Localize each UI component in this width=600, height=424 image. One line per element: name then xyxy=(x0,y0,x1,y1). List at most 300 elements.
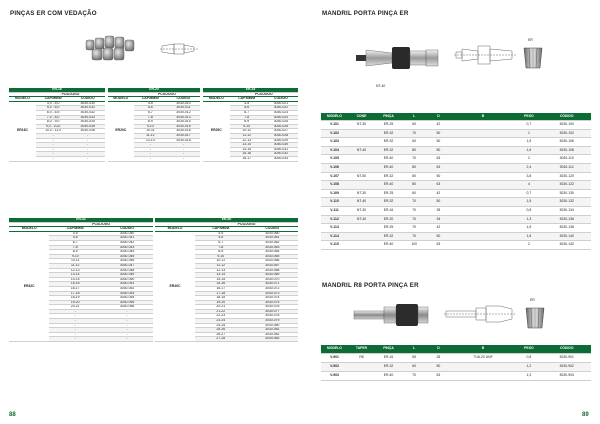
spec-cell: 1,6 xyxy=(515,232,542,241)
spec-cell: V-901 xyxy=(321,354,348,363)
capacity-cell: 20-21 xyxy=(195,305,246,310)
spec-cell: ER-32 xyxy=(375,198,402,207)
capacity-cell: 4-5 xyxy=(195,231,246,236)
capacity-cell: 18-19 xyxy=(195,296,246,301)
code-cell: 3030-022 xyxy=(264,106,298,111)
spec-cell: 1,5 xyxy=(515,198,542,207)
capacity-cell: 12-13 xyxy=(195,268,246,273)
code-header: CÓDIGO xyxy=(247,227,299,232)
table-row xyxy=(321,354,591,363)
capacity-cell: 4-5 xyxy=(230,101,264,106)
table-row xyxy=(321,232,591,241)
capacity-cell: - xyxy=(134,156,167,161)
capacity-cell: 8-9 xyxy=(49,250,101,255)
spec-cell: NT-30 xyxy=(348,189,375,198)
spec-cell: 3030-136 xyxy=(542,215,591,224)
collet-table-er40 xyxy=(155,218,298,342)
code-cell: 3030-066 xyxy=(247,259,299,264)
capacity-header: CAP.MM/Ø xyxy=(195,227,246,232)
spec-cell xyxy=(348,363,375,372)
capacity-cell: 23-24 xyxy=(195,319,246,324)
column-header: CÓDIGO xyxy=(542,113,591,121)
table-row xyxy=(321,121,591,130)
spec-cell: ER-40 xyxy=(375,241,402,250)
capacity-cell: 19-20 xyxy=(49,300,101,305)
er-label-top: ER xyxy=(528,38,533,42)
code-cell: 3030-024 xyxy=(264,115,298,120)
spec-cell xyxy=(348,155,375,164)
spec-cell: 50 xyxy=(426,232,450,241)
code-cell: 3030-034 xyxy=(70,120,105,125)
capacity-cell: - xyxy=(49,332,101,337)
spec-cell: ER-25 xyxy=(375,224,402,233)
code-cell: 3030-033 xyxy=(264,156,298,161)
spec-cell: NT-30 xyxy=(348,206,375,215)
capacity-cell: - xyxy=(49,328,101,333)
spec-cell xyxy=(451,163,516,172)
spec-cell: 2,4 xyxy=(515,163,542,172)
mandril-table xyxy=(321,113,591,250)
capacity-cell: 10-11 xyxy=(195,259,246,264)
capacity-cell: 10-11 xyxy=(230,129,264,134)
spec-cell: 42 xyxy=(426,189,450,198)
code-header: CÓDIGO xyxy=(167,97,200,102)
spec-cell: 1,5 xyxy=(515,138,542,147)
column-header: PINÇA xyxy=(375,345,402,354)
code-cell: - xyxy=(167,152,200,157)
capacity-header: CAP.MM/Ø xyxy=(49,227,101,232)
spec-cell: 3030-120 xyxy=(542,172,591,181)
pcs-header: PCS/JOGO xyxy=(49,222,153,227)
spec-cell: 50 xyxy=(426,129,450,138)
table-row xyxy=(321,181,591,190)
code-cell: 3030-060 xyxy=(247,231,299,236)
code-cell: - xyxy=(70,156,105,161)
spec-cell: 3030-130 xyxy=(542,189,591,198)
spec-cell: NT-50 xyxy=(348,172,375,181)
collets-illustration xyxy=(84,32,142,62)
spec-cell xyxy=(451,224,516,233)
capacity-cell: 12-13 xyxy=(49,268,101,273)
model-header: MODELO xyxy=(9,97,36,102)
model-header: MODELO xyxy=(155,227,195,232)
code-header: CÓDIGO xyxy=(101,227,153,232)
spec-cell: ER-32 xyxy=(375,172,402,181)
code-header: CÓDIGO xyxy=(70,97,105,102)
capacity-header: CAP.MM/Ø xyxy=(36,97,71,102)
code-cell: - xyxy=(167,143,200,148)
code-cell: 3030-063 xyxy=(247,245,299,250)
capacity-cell: 10,0 - 11,0 xyxy=(36,129,71,134)
spec-cell: 50 xyxy=(426,172,450,181)
code-cell: 3030-049 xyxy=(101,273,153,278)
capacity-cell: 14-15 xyxy=(230,147,264,152)
code-cell: 3030-050 xyxy=(101,277,153,282)
spec-cell: V-114 xyxy=(321,232,348,241)
capacity-cell: 13-14 xyxy=(49,273,101,278)
code-cell: 3030-075 xyxy=(247,300,299,305)
code-cell: - xyxy=(101,332,153,337)
code-cell: 3030-061 xyxy=(247,236,299,241)
spec-cell: ER-25 xyxy=(375,121,402,130)
spec-cell xyxy=(348,181,375,190)
model-cell: ER32C xyxy=(9,231,49,341)
spec-cell: V-103 xyxy=(321,138,348,147)
capacity-cell: - xyxy=(49,309,101,314)
spec-cell: 3030-102 xyxy=(542,129,591,138)
capacity-cell: - xyxy=(134,147,167,152)
code-cell: 3030-023 xyxy=(264,110,298,115)
spec-cell: 60 xyxy=(402,138,426,147)
code-cell: 3030-078 xyxy=(247,314,299,319)
spec-cell: ER-25 xyxy=(375,189,402,198)
spec-cell xyxy=(348,163,375,172)
capacity-cell: 5-6 xyxy=(49,236,101,241)
spec-cell: V-106 xyxy=(321,163,348,172)
table-row xyxy=(321,215,591,224)
spec-cell: R8 xyxy=(348,354,375,363)
table-row xyxy=(321,172,591,181)
spec-cell: ER-40 xyxy=(375,372,402,381)
code-cell: 3030-026 xyxy=(264,124,298,129)
spec-cell: 4 xyxy=(515,181,542,190)
code-cell: 3030-043 xyxy=(101,245,153,250)
model-cell: ER16C xyxy=(9,101,36,161)
spec-cell: 42 xyxy=(426,121,450,130)
spec-cell: 0,7 xyxy=(515,189,542,198)
spec-cell: 63 xyxy=(426,181,450,190)
table-row xyxy=(321,363,591,372)
spec-cell xyxy=(348,372,375,381)
capacity-cell: - xyxy=(36,138,71,143)
spec-cell: V-115 xyxy=(321,241,348,250)
spec-cell: 80 xyxy=(402,172,426,181)
code-cell: 3030-021 xyxy=(264,101,298,106)
spec-cell: 1,3 xyxy=(515,372,542,381)
er-collet-photo-bottom xyxy=(524,305,546,331)
spec-cell: 50 xyxy=(426,363,450,372)
spec-cell xyxy=(451,372,516,381)
code-cell: 3030-047 xyxy=(101,263,153,268)
capacity-cell: 8,0 - 9,0 xyxy=(36,120,71,125)
spec-cell: NT-40 xyxy=(348,198,375,207)
spec-cell: ER-40 xyxy=(375,155,402,164)
capacity-cell: 4,0 - 5,0 xyxy=(36,101,71,106)
code-cell: 3030-027 xyxy=(264,129,298,134)
table-row xyxy=(321,129,591,138)
collet-line-drawing xyxy=(160,40,198,58)
capacity-cell: 16-17 xyxy=(230,156,264,161)
spec-cell: V-903 xyxy=(321,372,348,381)
code-cell: 3030-065 xyxy=(247,254,299,259)
spec-cell: 28 xyxy=(426,354,450,363)
right-page-title: MANDRIL PORTA PINÇA ER xyxy=(322,10,409,17)
code-cell: 3030-044 xyxy=(101,250,153,255)
spec-cell: 3030-100 xyxy=(542,121,591,130)
r8-title: MANDRIL R8 PORTA PINÇA ER xyxy=(322,282,419,289)
spec-cell: 0,7 xyxy=(515,121,542,130)
capacity-cell: - xyxy=(36,133,71,138)
spec-cell: 63 xyxy=(426,155,450,164)
capacity-cell: - xyxy=(49,319,101,324)
capacity-cell: 17-18 xyxy=(195,291,246,296)
r8-line-drawing xyxy=(444,302,516,326)
code-cell: 3030-029 xyxy=(264,138,298,143)
spec-cell: 100 xyxy=(402,241,426,250)
capacity-cell: 11-12 xyxy=(195,263,246,268)
r8-mandril-table xyxy=(321,345,591,381)
capacity-cell: 14-15 xyxy=(49,277,101,282)
capacity-cell: 10-11 xyxy=(49,259,101,264)
spec-cell: 70 xyxy=(402,198,426,207)
er-label-bottom: ER xyxy=(530,298,535,302)
capacity-cell: - xyxy=(49,314,101,319)
code-cell: - xyxy=(101,314,153,319)
code-cell: 3030-077 xyxy=(247,309,299,314)
capacity-cell: 9-10 xyxy=(134,124,167,129)
er-collet-illustration-2 xyxy=(524,305,546,331)
capacity-cell: 13-14 xyxy=(230,143,264,148)
r8-mandril-illustration xyxy=(352,298,432,332)
spec-cell: ER-16 xyxy=(375,206,402,215)
spec-cell: 3030-132 xyxy=(542,198,591,207)
table-row xyxy=(321,189,591,198)
spec-cell: ER-40 xyxy=(375,181,402,190)
spec-cell xyxy=(451,172,516,181)
code-cell: 3030-080 xyxy=(247,323,299,328)
collet-table-er32 xyxy=(9,218,153,342)
code-cell: 3030-054 xyxy=(101,296,153,301)
column-header: PINÇA xyxy=(375,113,402,121)
capacity-cell: 5-6 xyxy=(134,106,167,111)
capacity-cell: 5-6 xyxy=(195,236,246,241)
capacity-cell: 9-10 xyxy=(230,124,264,129)
code-cell: 3030-030 xyxy=(264,143,298,148)
capacity-cell: 8-9 xyxy=(134,120,167,125)
spec-cell: 50 xyxy=(426,198,450,207)
code-cell: 3030-067 xyxy=(247,263,299,268)
spec-cell xyxy=(348,224,375,233)
spec-cell: ER-32 xyxy=(375,363,402,372)
code-cell: 3030-032 xyxy=(70,110,105,115)
table-title: ER-25 xyxy=(203,88,298,92)
code-cell: 3030-062 xyxy=(247,240,299,245)
spec-cell: ER-32 xyxy=(375,232,402,241)
table-title: ER-20 xyxy=(108,88,200,92)
code-cell: 3030-012 xyxy=(167,110,200,115)
spec-cell: V-105 xyxy=(321,155,348,164)
code-cell: 3030-017 xyxy=(167,133,200,138)
spec-cell: ER-32 xyxy=(375,138,402,147)
spec-cell: 1,5 xyxy=(515,224,542,233)
column-header: D xyxy=(426,113,450,121)
spec-cell: V-104 xyxy=(321,146,348,155)
capacity-cell: 17-18 xyxy=(49,291,101,296)
capacity-cell: 15-16 xyxy=(49,282,101,287)
r8-mandril-drawing xyxy=(444,302,516,326)
code-cell: 3030-040 xyxy=(101,231,153,236)
code-cell: 3030-052 xyxy=(101,286,153,291)
spec-cell: 70 xyxy=(402,215,426,224)
capacity-cell: 7-8 xyxy=(134,115,167,120)
capacity-cell: - xyxy=(36,152,71,157)
code-cell: 3030-071 xyxy=(247,282,299,287)
spec-cell: 3030-140 xyxy=(542,232,591,241)
spec-cell: 60 xyxy=(402,189,426,198)
table-row xyxy=(321,155,591,164)
spec-cell: 3030-106 xyxy=(542,138,591,147)
capacity-cell: 4-5 xyxy=(134,101,167,106)
code-cell: 3030-081 xyxy=(247,328,299,333)
code-cell: 3030-051 xyxy=(101,282,153,287)
code-cell: 3030-028 xyxy=(264,133,298,138)
capacity-cell: - xyxy=(36,143,71,148)
r8-mandril-photo xyxy=(352,298,432,332)
column-header: MODELO xyxy=(321,113,348,121)
spec-cell: V-108 xyxy=(321,181,348,190)
code-cell: - xyxy=(70,152,105,157)
capacity-cell: 7,0 - 8,0 xyxy=(36,115,71,120)
collet-table-er16 xyxy=(9,88,105,162)
code-cell: - xyxy=(70,133,105,138)
table-row xyxy=(321,206,591,215)
capacity-cell: - xyxy=(134,152,167,157)
code-cell: 3030-030 xyxy=(70,101,105,106)
spec-cell xyxy=(451,189,516,198)
capacity-cell: - xyxy=(36,156,71,161)
code-cell: 3030-048 xyxy=(101,268,153,273)
pcs-header: PCS/JOGO xyxy=(230,92,298,97)
code-cell: - xyxy=(101,328,153,333)
code-header: CÓDIGO xyxy=(264,97,298,102)
spec-cell: 3030-108 xyxy=(542,146,591,155)
spec-cell: 1,3 xyxy=(515,215,542,224)
spec-cell: 3030-112 xyxy=(542,163,591,172)
spec-cell xyxy=(348,241,375,250)
left-page-number: 88 xyxy=(9,412,16,418)
model-cell: ER40C xyxy=(155,231,195,341)
capacity-cell: 6-7 xyxy=(49,240,101,245)
column-header: TAPER xyxy=(348,345,375,354)
spec-cell: 2 xyxy=(515,241,542,250)
spec-cell: V-112 xyxy=(321,215,348,224)
capacity-cell: 5-6 xyxy=(230,106,264,111)
column-header: PESO xyxy=(515,113,542,121)
spec-cell: 3030-142 xyxy=(542,241,591,250)
spec-cell xyxy=(451,121,516,130)
capacity-cell: 9-10 xyxy=(195,254,246,259)
table-row xyxy=(321,198,591,207)
column-header: CÓDIGO xyxy=(542,345,591,354)
table-row xyxy=(321,146,591,155)
spec-cell: V-111 xyxy=(321,206,348,215)
capacity-cell: 11-12 xyxy=(134,133,167,138)
capacity-cell: 10-11 xyxy=(134,129,167,134)
spec-cell: 80 xyxy=(402,181,426,190)
spec-cell xyxy=(451,181,516,190)
model-cell: ER20C xyxy=(108,101,134,161)
capacity-header: CAP.MM/Ø xyxy=(230,97,264,102)
capacity-cell: 14-15 xyxy=(195,277,246,282)
spec-cell: 1,2 xyxy=(515,363,542,372)
spec-cell: 3030-902 xyxy=(542,363,591,372)
spec-cell: 3030-110 xyxy=(542,155,591,164)
code-cell: 3030-025 xyxy=(264,120,298,125)
capacity-cell: 8-9 xyxy=(195,250,246,255)
code-cell: 3030-082 xyxy=(247,332,299,337)
code-cell: 3030-036 xyxy=(70,129,105,134)
table-row xyxy=(321,241,591,250)
spec-cell xyxy=(451,155,516,164)
model-header: MODELO xyxy=(9,227,49,232)
spec-cell: 3030-122 xyxy=(542,181,591,190)
spec-cell: 3030-134 xyxy=(542,206,591,215)
spec-cell: ER-32 xyxy=(375,146,402,155)
column-header: PESO xyxy=(515,345,542,354)
capacity-cell: 22-23 xyxy=(195,314,246,319)
code-cell: 3030-010 xyxy=(167,101,200,106)
spec-cell: 63 xyxy=(426,241,450,250)
table-row xyxy=(9,101,105,106)
table-title: ER-32 xyxy=(9,218,153,222)
capacity-cell: 16-17 xyxy=(195,286,246,291)
capacity-cell: 11-12 xyxy=(49,263,101,268)
model-header: MODELO xyxy=(203,97,230,102)
capacity-cell: 19-20 xyxy=(195,300,246,305)
spec-cell: 60 xyxy=(402,121,426,130)
capacity-cell: 25-26 xyxy=(195,328,246,333)
code-cell: 3030-053 xyxy=(101,291,153,296)
collets-photo xyxy=(84,32,142,62)
code-cell: 3030-032 xyxy=(264,152,298,157)
spec-cell: 0,8 xyxy=(515,354,542,363)
column-header: B xyxy=(451,345,516,354)
capacity-cell: - xyxy=(134,143,167,148)
code-cell: 3030-046 xyxy=(101,259,153,264)
capacity-cell: 7-8 xyxy=(195,245,246,250)
code-cell: - xyxy=(101,337,153,342)
code-cell: 3030-013 xyxy=(167,115,200,120)
capacity-cell: 6-7 xyxy=(195,240,246,245)
spec-cell: V-902 xyxy=(321,363,348,372)
capacity-cell: 12-13 xyxy=(230,138,264,143)
column-header: D xyxy=(426,345,450,354)
model-cell: ER25C xyxy=(203,101,230,161)
spec-cell xyxy=(451,241,516,250)
capacity-cell: 12-13 xyxy=(134,138,167,143)
spec-cell: ER-40 xyxy=(375,163,402,172)
spec-cell: ER-32 xyxy=(375,129,402,138)
spec-cell: 3,8 xyxy=(515,172,542,181)
spec-cell: NT-30 xyxy=(348,121,375,130)
capacity-cell: 15-16 xyxy=(230,152,264,157)
spec-cell: 1,6 xyxy=(515,146,542,155)
code-cell: 3030-016 xyxy=(167,129,200,134)
left-page-title: PINÇAS ER COM VEDAÇÃO xyxy=(10,10,97,17)
er-collet-photo-top xyxy=(522,45,544,71)
code-cell: 3030-073 xyxy=(247,291,299,296)
code-cell: - xyxy=(101,319,153,324)
model-header: MODELO xyxy=(108,97,134,102)
spec-cell: 1 xyxy=(515,129,542,138)
spec-cell: 2 xyxy=(515,155,542,164)
spec-cell xyxy=(451,363,516,372)
pcs-header: PCS/JOGO xyxy=(134,92,200,97)
spec-cell: 0,8 xyxy=(515,206,542,215)
code-cell: 3030-068 xyxy=(247,268,299,273)
spec-cell: V-109 xyxy=(321,189,348,198)
capacity-cell: 9-10 xyxy=(49,254,101,259)
